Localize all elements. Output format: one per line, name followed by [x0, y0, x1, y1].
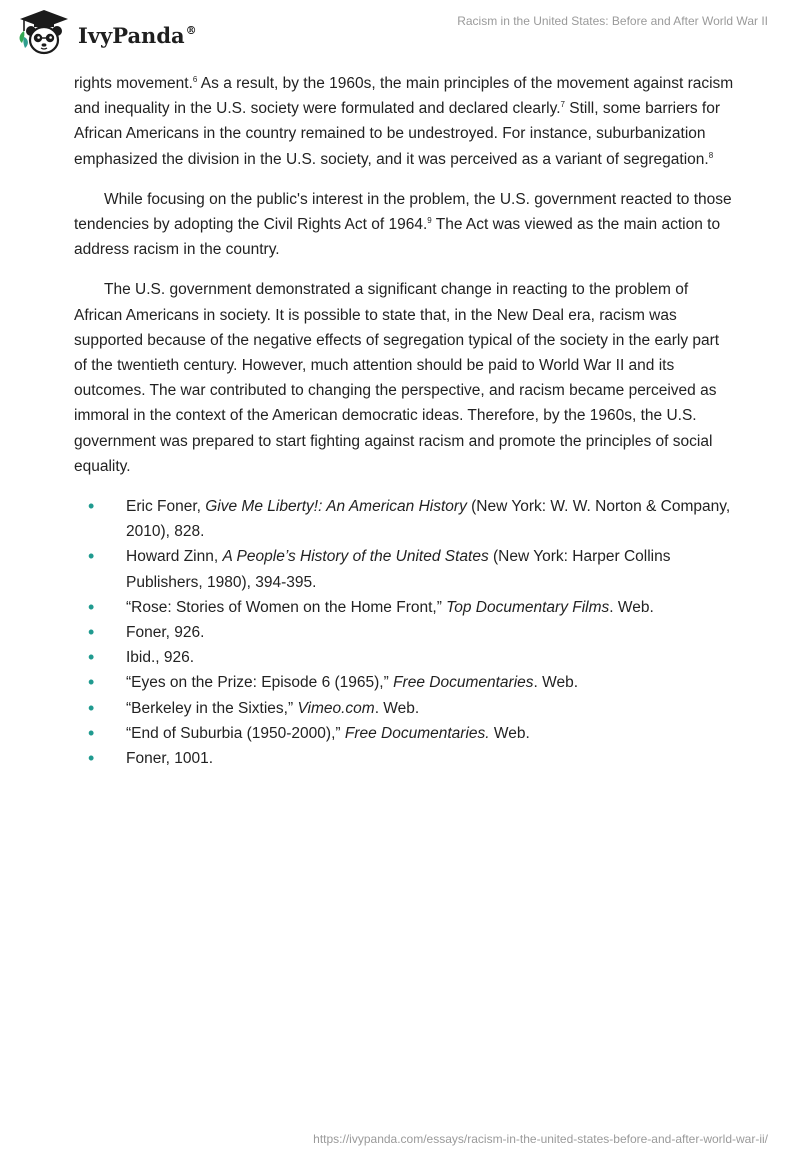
footnote-ref: 9: [427, 216, 432, 226]
footnotes-list: [74, 494, 734, 771]
bullet-icon: •: [88, 672, 95, 693]
footnote-ref: 8: [708, 150, 714, 160]
document-title: Racism in the United States: Before and After World War II: [457, 14, 768, 28]
footnote-item: • “Berkeley in the Sixties,” Vimeo.com. Web.: [74, 696, 734, 721]
footnote-ref: 7: [560, 100, 565, 110]
footnote-item: • “Eyes on the Prize: Episode 6 (1965),” Free Documentaries. Web.: [74, 670, 734, 695]
footnote-item: • Howard Zinn, A People’s History of the United States (New York: Harper Collins Publishers, 1980), 394-395.: [88, 546, 671, 591]
bullet-icon: •: [88, 748, 95, 769]
registered-mark: ®: [185, 24, 197, 37]
footnote-item: • Foner, 1001.: [74, 746, 734, 771]
panda-graduate-icon: [14, 7, 74, 59]
page-header: [0, 0, 800, 70]
paragraph: While focusing on the public's interest in the problem, the U.S. government reacted to those tendencies by adopting the Civil Rights Act of 1964.$^9$ The Act was viewed as the main action to address racism in the country.: [74, 190, 732, 259]
bullet-icon: •: [88, 697, 95, 718]
bullet-icon: •: [88, 496, 95, 517]
bullet-icon: •: [88, 596, 95, 617]
footnote-item: • Ibid., 926.: [74, 645, 734, 670]
footnote-item: • Eric Foner, Give Me Liberty!: An American History (New York: W. W. Norton & Company, 2010), 828.: [88, 496, 731, 541]
bullet-icon: •: [88, 546, 95, 567]
essay-content: [74, 71, 734, 771]
footnote-item: • “Rose: Stories of Women on the Home Front,” Top Documentary Films. Web.: [74, 595, 734, 620]
footnote-ref: 6: [192, 75, 198, 84]
footnote-item: • “End of Suburbia (1950-2000),” Free Documentaries. Web.: [74, 721, 734, 746]
bullet-icon: •: [88, 647, 95, 668]
footnote-item: • Foner, 926.: [74, 620, 734, 645]
paragraph: The U.S. government demonstrated a significant change in reacting to the problem of African Americans in society. It is possible to state that, in the New Deal era, racism was supported because of the negative effects of segregation typical of the society in the early part of the twentieth century. However, much attention should be paid to World War II and its outcomes. The war contributed to changing the perspective, and racism became perceived as immoral in the context of the American democratic ideas. Therefore, by the 1960s, the U.S. government was prepared to start fighting against racism and promote the principles of social equality.: [74, 281, 720, 475]
bullet-icon: •: [88, 722, 95, 743]
brand-name: IvyPanda®: [78, 23, 197, 48]
source-url[interactable]: https://ivypanda.com/essays/racism-in-the-united-states-before-and-after-world-war-ii/: [313, 1132, 768, 1146]
bullet-icon: •: [88, 622, 95, 643]
paragraph: rights movement.$^6$ As a result, by the 1960s, the main principles of the movement against racism and inequality in the U.S. society were formulated and declared clearly.$^7$ Still, some barriers for African Americans in the country remained to be undestroyed. For instance, suburbanization emphasized the division in the U.S. society, and it was perceived as a variant of segregation.$^8$: [74, 75, 734, 168]
ivypanda-logo[interactable]: [14, 7, 204, 59]
